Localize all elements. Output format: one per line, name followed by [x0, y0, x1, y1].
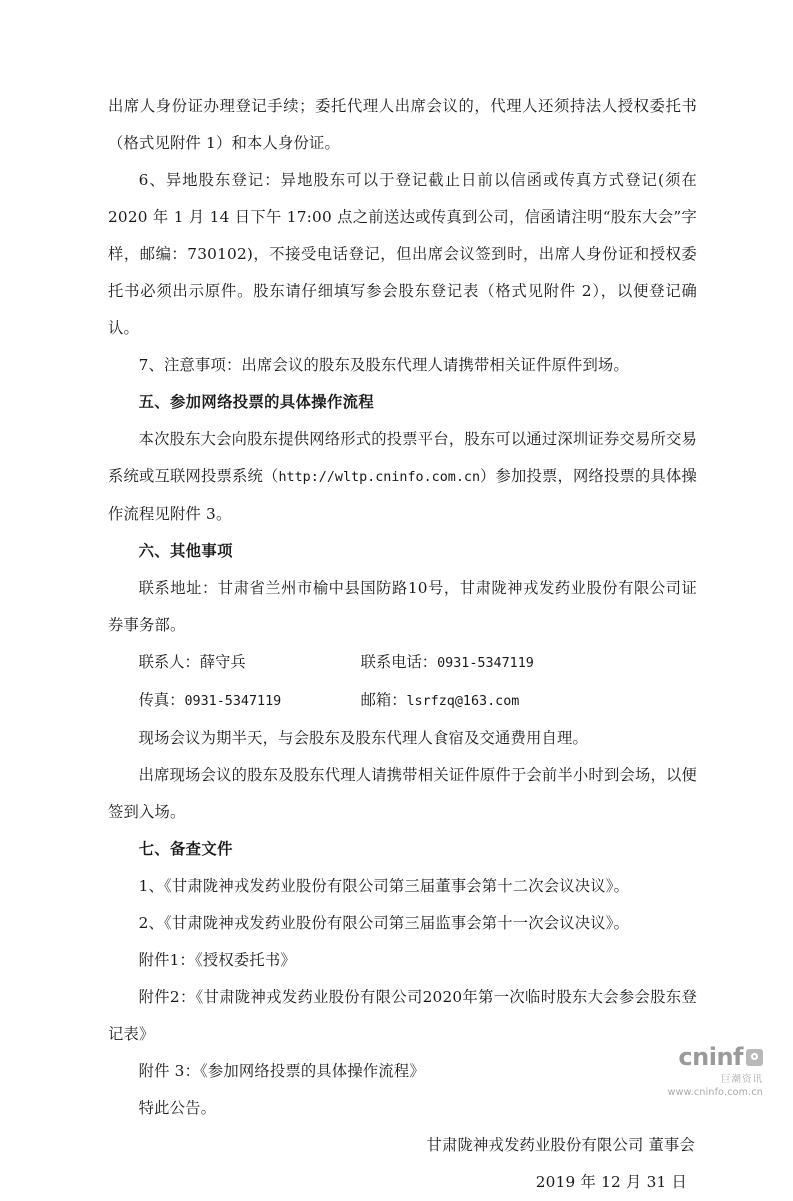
paragraph-attachment-3: 附件 3：《参加网络投票的具体操作流程》	[138, 1062, 425, 1080]
heading-section-5: 五、参加网络投票的具体操作流程	[138, 393, 375, 411]
section5-text-part2: ）参加投票，网络投票的具体操作流程见附件 3。	[108, 467, 697, 523]
cninfo-logo-text: cninf	[678, 1043, 743, 1071]
signature-date: 2019 年 12 月 31 日	[535, 1173, 687, 1191]
paragraph-item6-remote-registration: 6、异地股东登记：异地股东可以于登记截止日前以信函或传真方式登记(须在 2020 年 1 月 14 日下午 17:00 点之前送达或传真到公司，信函请注明“股东大会”字样，邮编：730102)，不接受电话登记，但出席会议签到时，出席人身份证和授权委托书必须出示原件。股东请仔细填写参会股东登记表（格式见附件 2），以便登记确认。	[108, 171, 697, 337]
signature-company: 甘肃陇神戎发药业股份有限公司 董事会	[426, 1136, 695, 1154]
paragraph-closing-note-1: 现场会议为期半天，与会股东及股东代理人食宿及交通费用自理。	[138, 729, 589, 747]
contact-phone-label: 联系电话：	[360, 653, 438, 671]
contact-row	[108, 644, 697, 682]
contact-person-value: 薛守兵	[199, 653, 246, 671]
contact-fax	[139, 682, 361, 720]
paragraph-closing-note-2: 出席现场会议的股东及股东代理人请携带相关证件原件于会前半小时到会场，以便签到入场。	[108, 766, 697, 821]
contact-phone-value: 0931-5347119	[437, 656, 534, 671]
document-body	[108, 88, 697, 1201]
heading-section-7: 七、备查文件	[138, 840, 233, 858]
contact-person	[139, 644, 361, 682]
contact-phone	[361, 644, 697, 682]
section5-text-part1: 本次股东大会向股东提供网络形式的投票平台，股东可以通过深圳证券交易所交易系统或互联网投票系统（	[108, 430, 697, 485]
heading-section-6: 六、其他事项	[138, 542, 233, 560]
paragraph-announcement: 特此公告。	[138, 1099, 217, 1117]
contact-email-value: lsrfzq@163.com	[406, 694, 520, 709]
contact-email	[361, 682, 697, 720]
voting-platform-url: http://wltp.cninfo.com.cn	[278, 470, 481, 485]
cninfo-logo	[668, 1044, 763, 1070]
paragraph-reference-2: 2、《甘肃陇神戎发药业股份有限公司第三届监事会第十一次会议决议》。	[138, 914, 630, 932]
contact-person-label: 联系人：	[138, 653, 200, 671]
paragraph-attachment-1: 附件1：《授权委托书》	[138, 951, 296, 969]
cninfo-watermark	[668, 1044, 763, 1098]
paragraph-attachment-2: 附件2：《甘肃陇神戎发药业股份有限公司2020年第一次临时股东大会参会股东登记表》	[108, 988, 697, 1043]
contact-email-label: 邮箱：	[360, 691, 407, 709]
cninfo-logo-subtitle: 巨潮资讯	[720, 1074, 763, 1085]
cninfo-badge-icon	[746, 1049, 763, 1066]
contact-row	[108, 682, 697, 720]
paragraph-address: 联系地址：甘肃省兰州市榆中县国防路10号，甘肃陇神戎发药业股份有限公司证券事务部。	[108, 579, 697, 634]
paragraph-reference-1: 1、《甘肃陇神戎发药业股份有限公司第三届董事会第十二次会议决议》。	[138, 877, 630, 895]
cninfo-url: www.cninfo.com.cn	[667, 1087, 763, 1098]
contact-fax-label: 传真：	[138, 691, 185, 709]
contact-fax-value: 0931-5347119	[184, 694, 282, 709]
paragraph-registration-continued: 出席人身份证办理登记手续；委托代理人出席会议的，代理人还须持法人授权委托书（格式见附件 1）和本人身份证。	[108, 97, 697, 152]
paragraph-item7-notes: 7、注意事项：出席会议的股东及股东代理人请携带相关证件原件到场。	[138, 356, 629, 374]
paragraph-section5-body	[108, 421, 697, 533]
